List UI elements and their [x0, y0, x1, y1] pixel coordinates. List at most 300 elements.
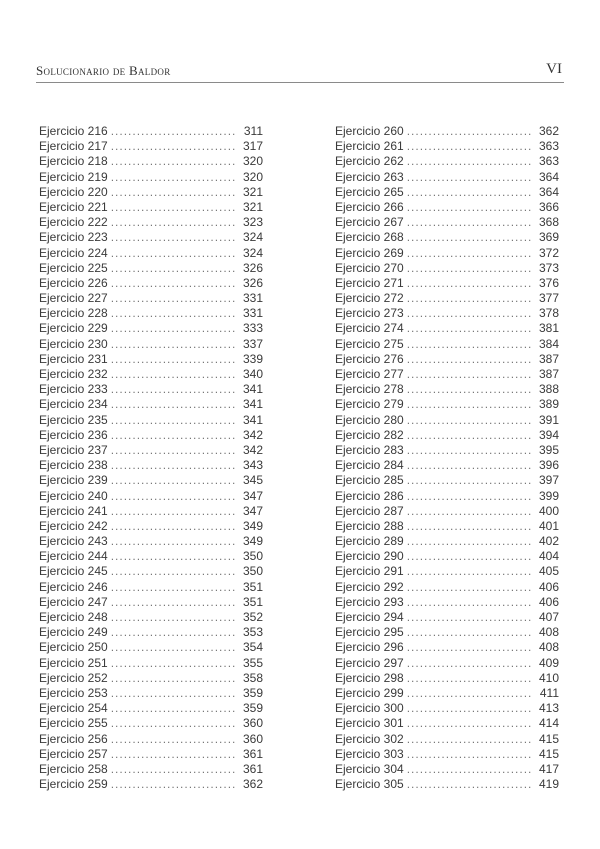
dot-leader [407, 139, 533, 154]
toc-entry [335, 154, 559, 169]
toc-entry-label: Ejercicio 248 [39, 610, 108, 624]
dot-leader [111, 762, 237, 777]
dot-leader [111, 534, 237, 549]
toc-entry [39, 640, 263, 655]
toc-entry-label: Ejercicio 240 [39, 488, 108, 503]
toc-entry-page: 342 [242, 442, 263, 457]
toc-entry-page: 361 [242, 761, 263, 776]
toc-entry-page: 408 [538, 640, 559, 655]
dot-leader [111, 306, 237, 321]
toc-entry-page: 372 [538, 245, 559, 260]
toc-entry [39, 428, 263, 443]
toc-entry [39, 321, 263, 336]
toc-entry-label: Ejercicio 305 [335, 777, 404, 792]
toc-entry-page: 391 [538, 412, 559, 427]
toc-entry [39, 671, 263, 686]
toc-entry-label: Ejercicio 237 [39, 442, 108, 457]
toc-entry [39, 139, 263, 154]
toc-entry-page: 311 [243, 124, 263, 138]
toc-entry-page: 320 [242, 169, 263, 184]
toc-entry-page: 366 [538, 199, 559, 214]
toc-entry-page: 364 [538, 169, 559, 184]
toc-entry-label: Ejercicio 291 [335, 564, 404, 579]
toc-entry [335, 321, 559, 336]
toc-entry-label: Ejercicio 217 [39, 139, 108, 154]
toc-entry [335, 200, 559, 215]
toc-entry-page: 326 [242, 260, 263, 275]
dot-leader [111, 458, 237, 473]
toc-entry [39, 747, 263, 762]
toc-entry-page: 373 [538, 260, 559, 275]
toc-entry-label: Ejercicio 239 [39, 473, 108, 488]
toc-entry-label: Ejercicio 297 [335, 655, 404, 670]
toc-entry [335, 139, 559, 154]
dot-leader [407, 291, 533, 306]
dot-leader [111, 747, 237, 762]
toc-entry-label: Ejercicio 265 [335, 184, 404, 199]
toc-entry [335, 352, 559, 367]
toc-entry-label: Ejercicio 252 [39, 670, 108, 685]
toc-entry [335, 246, 559, 261]
toc-entry-label: Ejercicio 250 [39, 640, 108, 655]
dot-leader [111, 580, 237, 595]
toc-entry [335, 640, 559, 655]
toc-entry-label: Ejercicio 271 [335, 275, 404, 290]
toc-entry-page: 377 [538, 291, 559, 306]
toc-entry-label: Ejercicio 267 [335, 215, 404, 230]
toc-entry-label: Ejercicio 238 [39, 458, 108, 473]
toc-entry [39, 686, 263, 701]
toc-entry-page: 351 [242, 579, 263, 594]
dot-leader [407, 367, 533, 382]
toc-entry-page: 369 [538, 230, 559, 245]
toc-entry-label: Ejercicio 269 [335, 245, 404, 260]
toc-entry-label: Ejercicio 280 [335, 412, 404, 427]
toc-entry-page: 401 [538, 518, 559, 533]
toc-entry [335, 458, 559, 473]
toc-entry-page: 364 [538, 184, 559, 199]
dot-leader [407, 154, 533, 169]
toc-entry [335, 185, 559, 200]
dot-leader [407, 428, 533, 443]
dot-leader [111, 337, 237, 352]
dot-leader [407, 716, 533, 731]
toc-entry-label: Ejercicio 301 [335, 716, 404, 731]
toc-entry-label: Ejercicio 235 [39, 412, 108, 427]
toc-entry-label: Ejercicio 283 [335, 442, 404, 457]
toc-entry-label: Ejercicio 219 [39, 169, 108, 184]
toc-entry [39, 382, 263, 397]
toc-entry-page: 331 [242, 291, 263, 306]
dot-leader [111, 261, 237, 276]
toc-entry [39, 185, 263, 200]
toc-entry [39, 595, 263, 610]
dot-leader [111, 716, 237, 731]
toc-entry-page: 347 [242, 488, 263, 503]
toc-entry-page: 339 [242, 351, 263, 366]
toc-entry-label: Ejercicio 278 [335, 382, 404, 397]
toc-entry-label: Ejercicio 263 [335, 169, 404, 184]
toc-entry [39, 200, 263, 215]
toc-entry-page: 352 [242, 610, 263, 624]
dot-leader [111, 777, 237, 792]
dot-leader [407, 276, 533, 291]
toc-entry-label: Ejercicio 230 [39, 336, 108, 351]
dot-leader [111, 397, 237, 412]
toc-entry [39, 230, 263, 245]
toc-entry-page: 350 [242, 549, 263, 564]
toc-entry [335, 337, 559, 352]
dot-leader [111, 352, 237, 367]
toc-entry [335, 306, 559, 321]
toc-entry-page: 324 [242, 230, 263, 245]
dot-leader [111, 489, 237, 504]
toc-entry-page: 387 [538, 367, 559, 381]
toc-entry [335, 367, 559, 382]
toc-entry-page: 409 [538, 655, 559, 670]
page-header [36, 62, 564, 83]
toc-entry-page: 341 [242, 382, 263, 397]
toc-entry-page: 404 [538, 549, 559, 564]
toc-entry [335, 230, 559, 245]
dot-leader [111, 686, 237, 701]
dot-leader [407, 701, 533, 716]
toc-entry-label: Ejercicio 226 [39, 275, 108, 290]
dot-leader [111, 276, 237, 291]
dot-leader [407, 170, 533, 185]
toc-entry-page: 317 [242, 139, 263, 154]
toc-entry-page: 368 [538, 215, 559, 230]
dot-leader [111, 413, 237, 428]
toc-entry-page: 400 [538, 503, 559, 518]
toc-entry-page: 378 [538, 306, 559, 321]
toc-entry-label: Ejercicio 254 [39, 701, 108, 716]
toc-entry-page: 343 [242, 458, 263, 473]
toc-entry-page: 340 [242, 367, 263, 381]
toc-entry-label: Ejercicio 246 [39, 579, 108, 594]
toc-entry [335, 534, 559, 549]
toc-entry-page: 361 [242, 746, 263, 761]
toc-entry [39, 625, 263, 640]
toc-entry-page: 331 [242, 306, 263, 321]
toc-entry-page: 399 [538, 488, 559, 503]
toc-entry-label: Ejercicio 266 [335, 199, 404, 214]
toc-entry [39, 580, 263, 595]
toc-entry-label: Ejercicio 253 [39, 685, 108, 700]
toc-entry [335, 701, 559, 716]
toc-entry [39, 534, 263, 549]
toc-entry-label: Ejercicio 228 [39, 306, 108, 321]
toc-entry [39, 337, 263, 352]
toc-entry-label: Ejercicio 274 [335, 321, 404, 336]
toc-entry-page: 389 [538, 397, 559, 412]
dot-leader [111, 519, 237, 534]
toc-entry [335, 276, 559, 291]
dot-leader [407, 564, 533, 579]
toc-entry [335, 716, 559, 731]
toc-entry [335, 580, 559, 595]
toc-entry [39, 215, 263, 230]
dot-leader [407, 762, 533, 777]
toc-entry [39, 154, 263, 169]
toc-entry-page: 349 [242, 534, 263, 549]
running-title: Solucionario de Baldor [36, 63, 171, 78]
toc-entry [39, 549, 263, 564]
dot-leader [111, 321, 237, 336]
toc-entry-label: Ejercicio 236 [39, 427, 108, 442]
dot-leader [111, 473, 237, 488]
toc-entry [39, 352, 263, 367]
dot-leader [111, 154, 237, 169]
toc-entry-page: 323 [242, 215, 263, 230]
toc-entry-label: Ejercicio 282 [335, 427, 404, 442]
dot-leader [111, 732, 237, 747]
dot-leader [407, 443, 533, 458]
toc-entry-page: 411 [539, 685, 559, 700]
toc-entry-page: 345 [242, 473, 263, 488]
toc-entry-label: Ejercicio 298 [335, 670, 404, 685]
toc-entry-label: Ejercicio 294 [335, 610, 404, 624]
toc-entry-label: Ejercicio 303 [335, 746, 404, 761]
toc-entry-page: 414 [538, 716, 559, 731]
toc-entry-page: 321 [242, 199, 263, 214]
toc-entry [39, 473, 263, 488]
toc-entry [39, 443, 263, 458]
toc-entry-page: 388 [538, 382, 559, 397]
dot-leader [407, 413, 533, 428]
toc-entry [335, 686, 559, 701]
toc-entry-page: 360 [242, 716, 263, 731]
dot-leader [407, 458, 533, 473]
toc-entry-label: Ejercicio 222 [39, 215, 108, 230]
toc-entry [39, 367, 263, 382]
toc-entry-page: 359 [242, 685, 263, 700]
toc-entry-page: 342 [242, 427, 263, 442]
dot-leader [407, 306, 533, 321]
toc-entry-page: 353 [242, 625, 263, 640]
toc-entry [335, 489, 559, 504]
toc-entry-page: 406 [538, 579, 559, 594]
dot-leader [407, 595, 533, 610]
toc-entry-page: 324 [242, 245, 263, 260]
toc-entry-page: 350 [242, 564, 263, 579]
toc-entry [39, 519, 263, 534]
toc-entry-label: Ejercicio 245 [39, 564, 108, 579]
toc-entry-label: Ejercicio 223 [39, 230, 108, 245]
dot-leader [407, 489, 533, 504]
toc-entry [335, 625, 559, 640]
dot-leader [111, 671, 237, 686]
dot-leader [407, 337, 533, 352]
toc-entry-label: Ejercicio 229 [39, 321, 108, 336]
toc-entry-page: 362 [242, 777, 263, 792]
toc-entry-page: 362 [538, 124, 559, 138]
toc-entry [39, 701, 263, 716]
dot-leader [111, 124, 237, 139]
dot-leader [407, 519, 533, 534]
dot-leader [407, 686, 533, 701]
dot-leader [407, 534, 533, 549]
toc-entry-label: Ejercicio 302 [335, 731, 404, 746]
toc-entry [39, 276, 263, 291]
toc-entry-label: Ejercicio 284 [335, 458, 404, 473]
toc-entry [39, 306, 263, 321]
toc-entry-label: Ejercicio 243 [39, 534, 108, 549]
toc-entry-page: 358 [242, 670, 263, 685]
toc-entry [39, 716, 263, 731]
toc-entry-page: 410 [538, 670, 559, 685]
toc-entry [39, 489, 263, 504]
toc-entry-label: Ejercicio 299 [335, 685, 404, 700]
toc-entry [335, 519, 559, 534]
toc-entry-label: Ejercicio 290 [335, 549, 404, 564]
dot-leader [407, 777, 533, 792]
toc-entry [335, 291, 559, 306]
dot-leader [407, 397, 533, 412]
toc-entry-page: 333 [242, 321, 263, 336]
toc-entry [39, 610, 263, 625]
toc-entry [335, 671, 559, 686]
dot-leader [111, 640, 237, 655]
toc-entry [335, 747, 559, 762]
toc-entry-page: 341 [242, 397, 263, 412]
dot-leader [111, 185, 237, 200]
toc-entry [335, 762, 559, 777]
toc-entry-page: 402 [538, 534, 559, 549]
toc-entry [335, 124, 559, 139]
dot-leader [111, 504, 237, 519]
toc-entry-label: Ejercicio 221 [39, 199, 108, 214]
toc-entry [39, 246, 263, 261]
toc-entry-label: Ejercicio 242 [39, 518, 108, 533]
toc-column-right [335, 124, 559, 792]
toc-entry [39, 291, 263, 306]
dot-leader [407, 200, 533, 215]
toc-entry-label: Ejercicio 257 [39, 746, 108, 761]
dot-leader [111, 443, 237, 458]
dot-leader [111, 246, 237, 261]
toc-entry-page: 355 [242, 655, 263, 670]
toc-entry-label: Ejercicio 260 [335, 124, 404, 138]
dot-leader [407, 185, 533, 200]
dot-leader [407, 656, 533, 671]
toc-entry [39, 170, 263, 185]
toc-entry-label: Ejercicio 231 [39, 351, 108, 366]
toc-entry [335, 732, 559, 747]
toc-entry-page: 341 [242, 412, 263, 427]
toc-entry-page: 351 [242, 594, 263, 609]
toc-entry-page: 419 [538, 777, 559, 792]
dot-leader [407, 382, 533, 397]
toc-entry [39, 413, 263, 428]
dot-leader [111, 230, 237, 245]
dot-leader [111, 701, 237, 716]
dot-leader [111, 215, 237, 230]
toc-entry-page: 394 [538, 427, 559, 442]
dot-leader [407, 747, 533, 762]
toc-entry-label: Ejercicio 293 [335, 594, 404, 609]
toc-entry [335, 261, 559, 276]
dot-leader [407, 625, 533, 640]
toc-entry-label: Ejercicio 277 [335, 367, 404, 381]
toc-entry-label: Ejercicio 258 [39, 761, 108, 776]
toc-entry-label: Ejercicio 249 [39, 625, 108, 640]
dot-leader [407, 215, 533, 230]
dot-leader [111, 170, 237, 185]
toc-entry-page: 415 [538, 746, 559, 761]
toc-entry-label: Ejercicio 261 [335, 139, 404, 154]
toc-entry-label: Ejercicio 233 [39, 382, 108, 397]
toc-entry-page: 381 [538, 321, 559, 336]
page-number: VI [546, 61, 562, 77]
toc-entry-label: Ejercicio 227 [39, 291, 108, 306]
dot-leader [111, 625, 237, 640]
toc-entry-label: Ejercicio 259 [39, 777, 108, 792]
toc-entry-label: Ejercicio 296 [335, 640, 404, 655]
toc-entry-page: 413 [538, 701, 559, 716]
toc-entry-page: 408 [538, 625, 559, 640]
toc-entry [335, 382, 559, 397]
toc-entry [39, 124, 263, 139]
toc-entry-label: Ejercicio 289 [335, 534, 404, 549]
toc-entry [335, 595, 559, 610]
toc-entry-page: 395 [538, 442, 559, 457]
dot-leader [111, 139, 237, 154]
toc-entry-page: 337 [242, 336, 263, 351]
dot-leader [111, 564, 237, 579]
toc-entry-page: 354 [242, 640, 263, 655]
toc-entry-page: 359 [242, 701, 263, 716]
dot-leader [111, 595, 237, 610]
dot-leader [407, 261, 533, 276]
dot-leader [407, 230, 533, 245]
toc-entry [39, 504, 263, 519]
toc-entry-label: Ejercicio 244 [39, 549, 108, 564]
toc-entry [335, 777, 559, 792]
dot-leader [407, 473, 533, 488]
toc-entry-page: 349 [242, 518, 263, 533]
toc-entry-label: Ejercicio 216 [39, 124, 108, 138]
toc-entry-page: 407 [538, 610, 559, 624]
toc-entry-label: Ejercicio 241 [39, 503, 108, 518]
toc-entry-page: 405 [538, 564, 559, 579]
toc-column-left [39, 124, 263, 792]
toc-entry-label: Ejercicio 232 [39, 367, 108, 381]
toc-entry-page: 326 [242, 275, 263, 290]
toc-entry [335, 428, 559, 443]
toc-entry-label: Ejercicio 285 [335, 473, 404, 488]
toc-entry-label: Ejercicio 220 [39, 184, 108, 199]
toc-entry-page: 321 [242, 184, 263, 199]
toc-entry-page: 417 [538, 761, 559, 776]
toc-entry-label: Ejercicio 273 [335, 306, 404, 321]
dot-leader [111, 428, 237, 443]
toc-entry [39, 261, 263, 276]
toc-entry [335, 504, 559, 519]
toc-entry-page: 376 [538, 275, 559, 290]
toc-entry-page: 363 [538, 154, 559, 169]
toc-entry-page: 396 [538, 458, 559, 473]
toc-entry-label: Ejercicio 270 [335, 260, 404, 275]
dot-leader [111, 549, 237, 564]
toc-entry [39, 458, 263, 473]
toc-entry [335, 473, 559, 488]
toc-entry [39, 777, 263, 792]
toc-entry [39, 656, 263, 671]
dot-leader [407, 732, 533, 747]
dot-leader [111, 200, 237, 215]
toc-entry-label: Ejercicio 255 [39, 716, 108, 731]
